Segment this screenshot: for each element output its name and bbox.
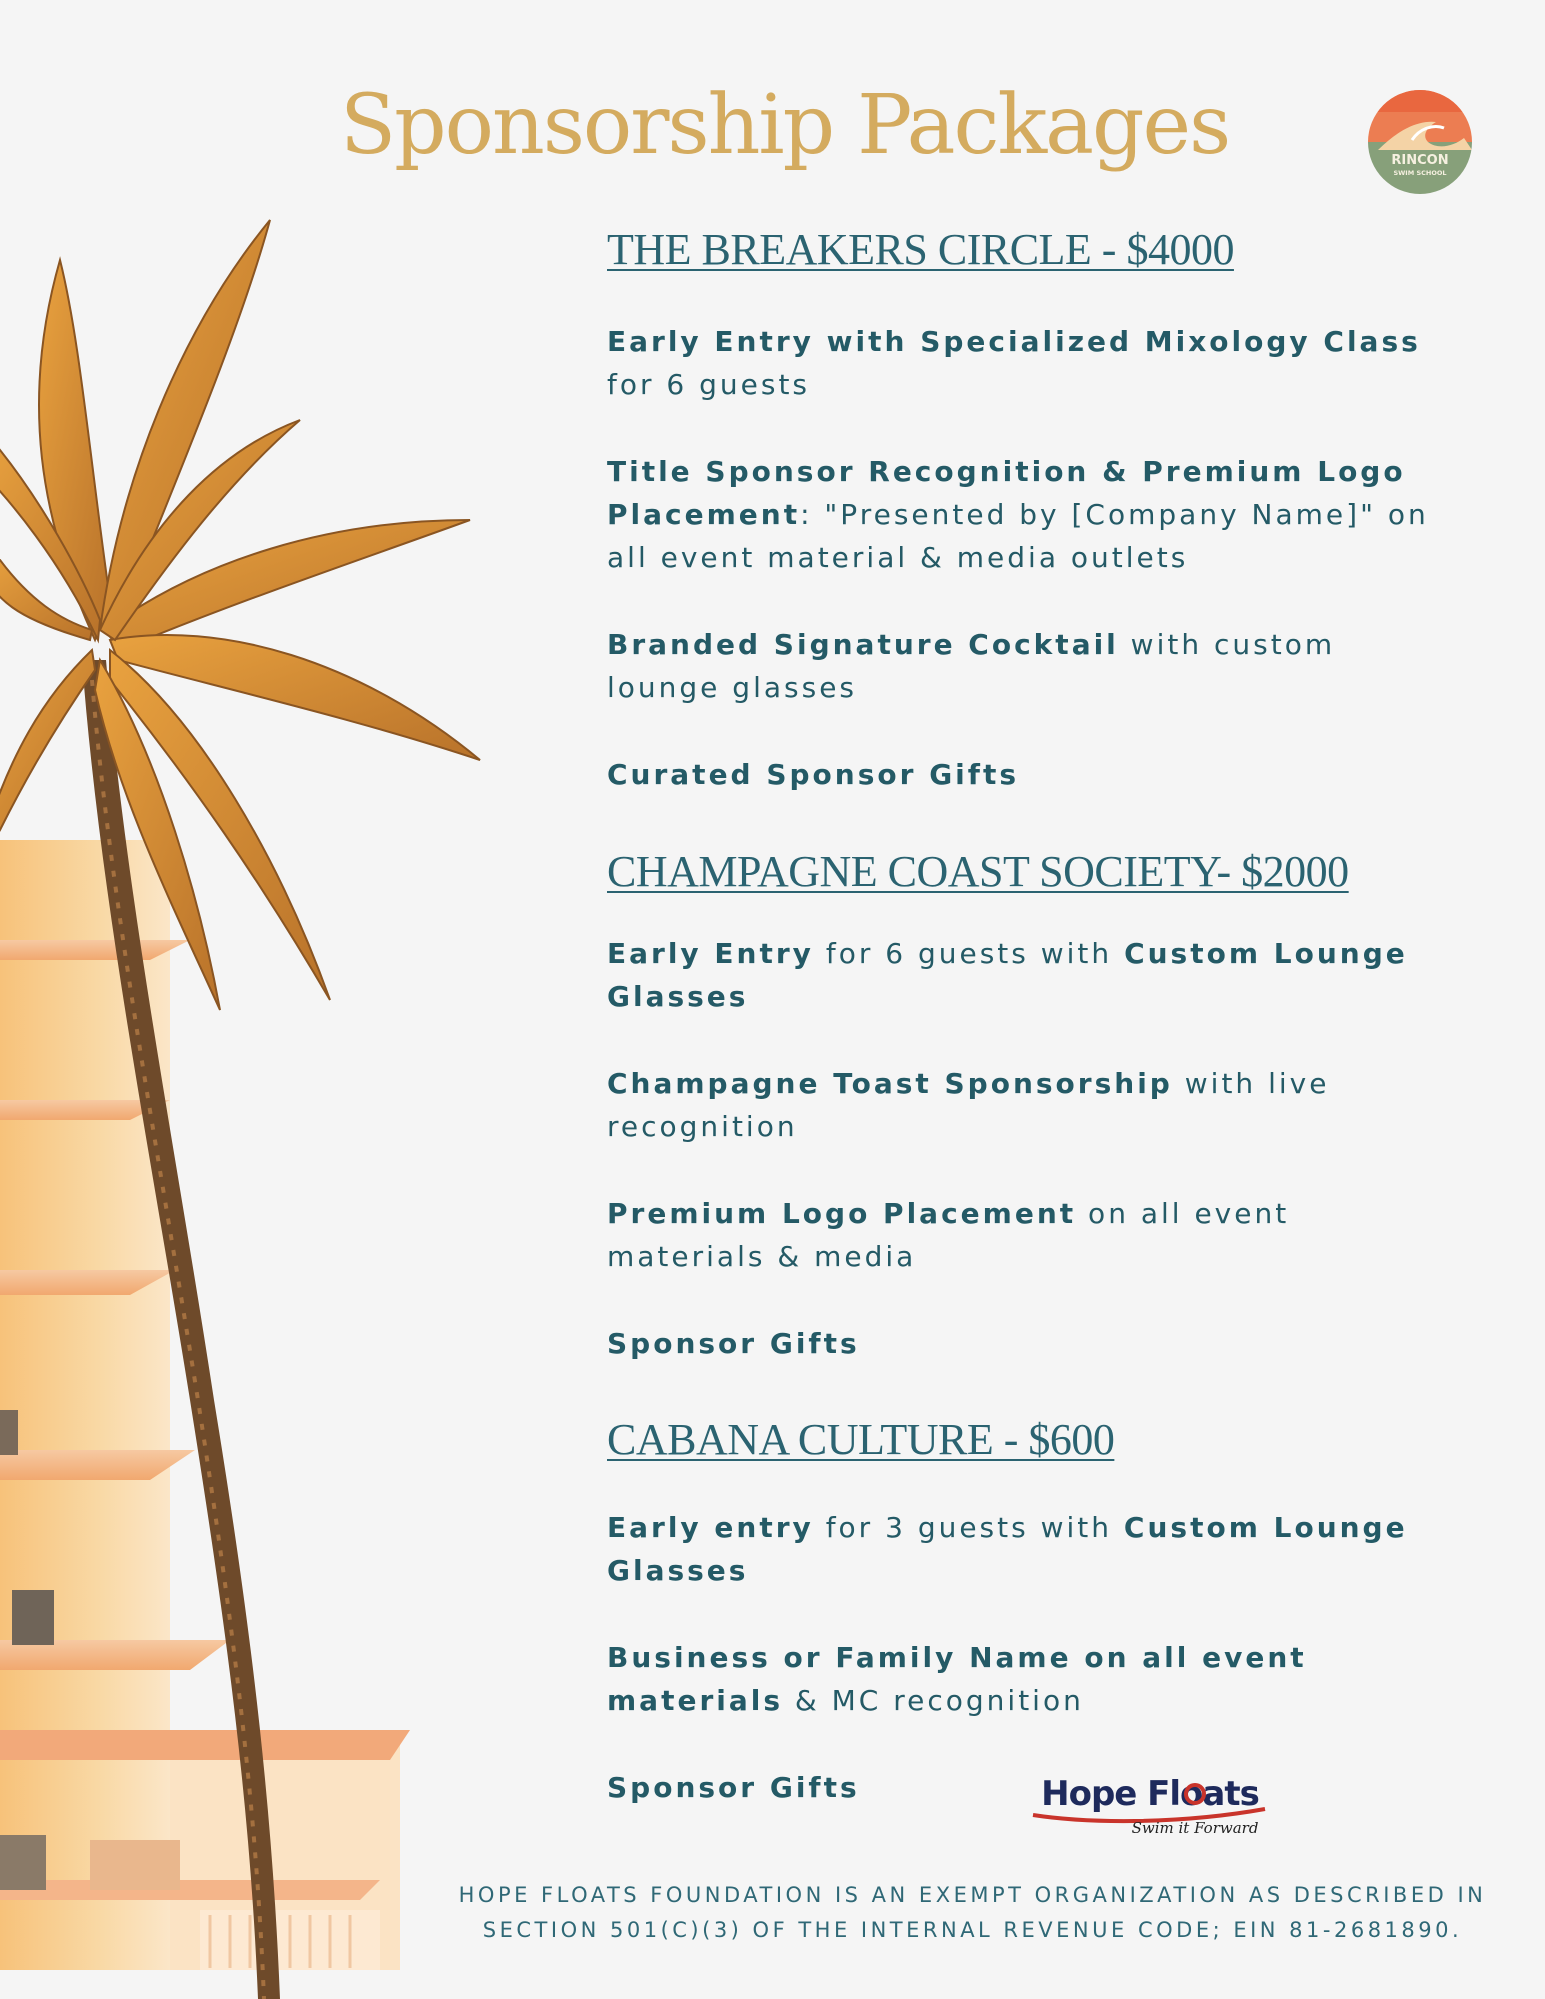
benefit: Early Entry for 6 guests with Custom Lounge Glasses: [607, 937, 1408, 1013]
benefit: Early entry for 3 guests with Custom Lounge Glasses: [607, 1511, 1408, 1587]
footer-line: HOPE FLOATS FOUNDATION IS AN EXEMPT ORGANIZATION AS DESCRIBED IN: [458, 1883, 1487, 1907]
hope-floats-logo-text: Hope Floats: [1041, 1774, 1259, 1814]
footer-disclaimer: [400, 1878, 1545, 1948]
rincon-logo-text: RINCON: [1391, 153, 1449, 168]
benefit: Sponsor Gifts: [607, 1327, 860, 1360]
page-title: Sponsorship Packages: [340, 78, 1230, 173]
package-title: CHAMPAGNE COAST SOCIETY- $2000: [607, 847, 1349, 896]
rincon-logo-subtext: SWIM SCHOOL: [1393, 169, 1447, 177]
benefit: Business or Family Name on all event materials & MC recognition: [607, 1641, 1307, 1717]
benefit: Title Sponsor Recognition & Premium Logo Placement: "Presented by [Company Name]" on all event material & media outlets: [607, 455, 1429, 574]
package-champagne-coast-society: [607, 842, 1437, 1365]
footer-line: SECTION 501(C)(3) OF THE INTERNAL REVENUE CODE; EIN 81-2681890.: [482, 1918, 1463, 1942]
benefit: Champagne Toast Sponsorship with live recognition: [607, 1067, 1330, 1143]
benefit: Curated Sponsor Gifts: [607, 758, 1020, 791]
hope-floats-logo: [1025, 1763, 1275, 1839]
package-title: CABANA CULTURE - $600: [607, 1415, 1115, 1464]
benefit: Premium Logo Placement on all event materials & media: [607, 1197, 1290, 1273]
benefit: Early Entry with Specialized Mixology Class for 6 guests: [607, 325, 1421, 401]
package-title: THE BREAKERS CIRCLE - $4000: [607, 225, 1234, 274]
package-cabana-culture: [607, 1410, 1437, 1809]
benefit: Sponsor Gifts: [607, 1771, 860, 1804]
rincon-swim-school-logo: [1368, 90, 1472, 194]
hope-floats-tagline: Swim it Forward: [1131, 1819, 1259, 1837]
palm-tree-building-illustration: [0, 0, 620, 1999]
package-breakers-circle: [607, 220, 1437, 796]
benefit: Branded Signature Cocktail with custom lounge glasses: [607, 628, 1336, 704]
